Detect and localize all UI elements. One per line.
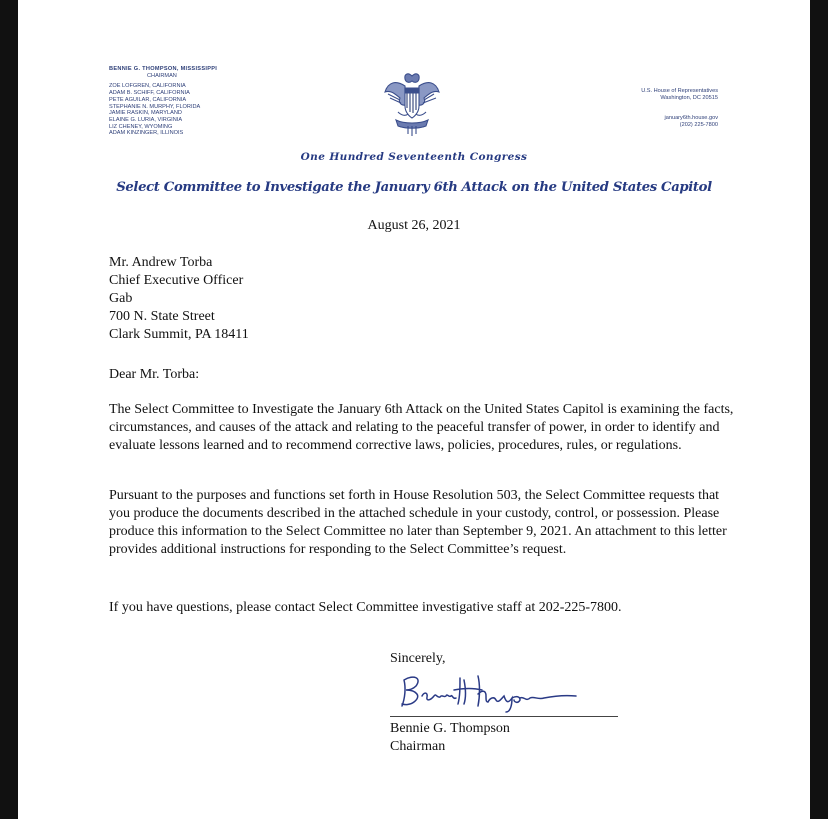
committee-contact-block — [578, 88, 718, 129]
greeting: Dear Mr. Torba: — [109, 367, 200, 382]
closing: Sincerely, — [390, 651, 446, 666]
contact-line: Washington, DC 20515 — [660, 95, 718, 101]
letter-date: August 26, 2021 — [367, 218, 461, 233]
address-line: Chief Executive Officer — [109, 273, 244, 288]
body-paragraph: If you have questions, please contact Select Committee investigative staff at 202-225-7800. — [109, 600, 622, 615]
congress-heading: One Hundred Seventeenth Congress — [300, 151, 528, 163]
handwritten-signature — [394, 668, 614, 714]
member-name: ZOE LOFGREN, CALIFORNIA — [109, 83, 186, 90]
signer-block — [390, 720, 510, 756]
contact-line: U.S. House of Representatives — [641, 88, 718, 94]
member-name: JAMIE RASKIN, MARYLAND — [109, 110, 182, 117]
house-seal-eagle-icon — [382, 68, 442, 138]
member-name: PETE AGUILAR, CALIFORNIA — [109, 96, 187, 103]
committee-phone: (202) 225-7800 — [679, 122, 718, 128]
address-line: Gab — [109, 291, 133, 306]
member-name: STEPHANIE N. MURPHY, FLORIDA — [109, 103, 201, 110]
chair-title: CHAIRMAN — [147, 72, 177, 79]
signature-line — [390, 716, 618, 717]
address-line: Clark Summit, PA 18411 — [109, 327, 249, 342]
committee-heading: Select Committee to Investigate the January 6th Attack on the United States Capitol — [116, 180, 712, 195]
letter-page — [18, 0, 810, 819]
address-line: Mr. Andrew Torba — [109, 255, 213, 270]
member-name: ELAINE G. LURIA, VIRGINIA — [109, 116, 183, 123]
member-name: LIZ CHENEY, WYOMING — [109, 123, 173, 130]
body-paragraph: The Select Committee to Investigate the January 6th Attack on the United States Capitol is examining the facts, circumstances, and causes of the attack and relating to the peaceful transfer of power, in order to identify and evaluate lessons learned and to recommend corrective laws, policies, procedures, rules, or regulations. — [109, 402, 734, 453]
committee-website: january6th.house.gov — [664, 115, 718, 121]
committee-members-list — [109, 66, 269, 137]
body-paragraph: Pursuant to the purposes and functions set forth in House Resolution 503, the Select Committee requests that you produce the documents described in the attached schedule in your custody, control, or possession. Please produce this information to the Select Committee no later than September 9, 2021. An attachment to this letter provides additional instructions for responding to the Select Committee’s request. — [109, 488, 727, 557]
chair-name: BENNIE G. THOMPSON, MISSISSIPPI — [109, 66, 218, 72]
signer-title: Chairman — [390, 739, 446, 754]
member-name: ADAM KINZINGER, ILLINOIS — [109, 130, 184, 137]
signer-name: Bennie G. Thompson — [390, 721, 510, 736]
member-name: ADAM B. SCHIFF, CALIFORNIA — [109, 90, 190, 97]
recipient-address — [109, 254, 739, 344]
address-line: 700 N. State Street — [109, 309, 215, 324]
